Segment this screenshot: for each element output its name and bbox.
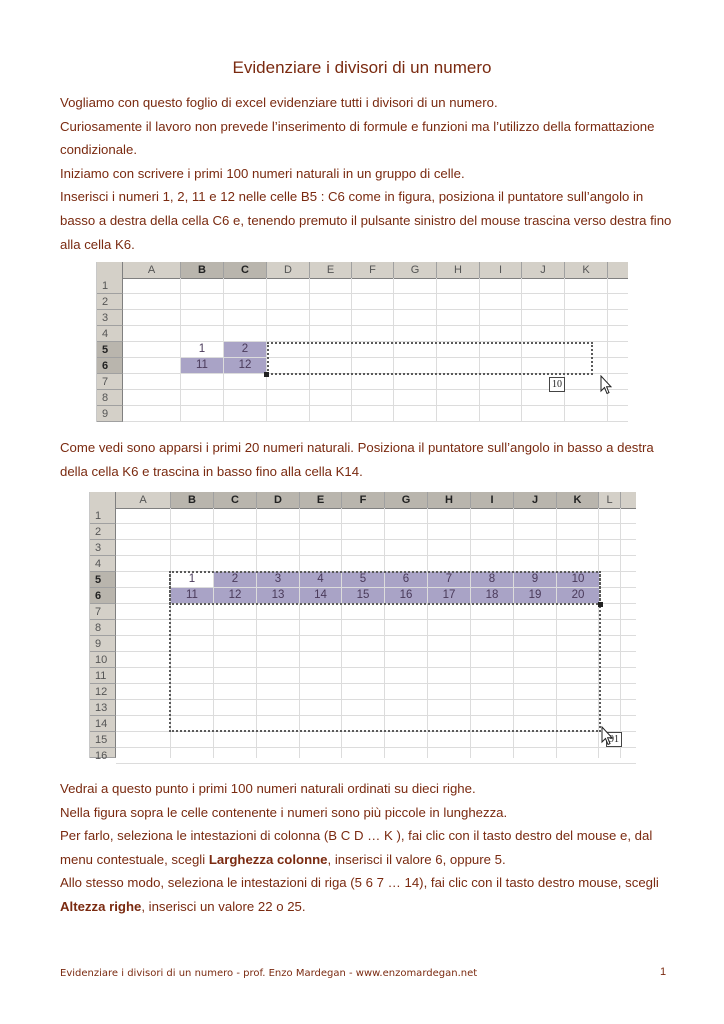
cell-k6[interactable]: 20 — [557, 588, 599, 603]
row-header-9[interactable]: 9 — [97, 406, 123, 422]
gridline — [116, 539, 636, 540]
column-header-d[interactable]: D — [267, 262, 310, 278]
cell-b5[interactable]: 1 — [188, 573, 196, 585]
fill-handle[interactable] — [264, 372, 269, 377]
closing-line-4-end: , inserisci un valore 22 o 25. — [141, 898, 306, 914]
row-header-11[interactable]: 11 — [90, 668, 116, 684]
column-header-i[interactable]: I — [471, 492, 514, 508]
intro-line-1: Vogliamo con questo foglio di excel evidenziare tutti i divisori di un numero. — [60, 95, 498, 110]
closing-line-3 — [60, 824, 675, 871]
cell-c5[interactable]: 2 — [214, 572, 256, 587]
row-header-7[interactable]: 7 — [97, 374, 123, 390]
column-header-k[interactable]: K — [557, 492, 599, 508]
row-height-term: Altezza righe — [60, 898, 142, 914]
row-header-4[interactable]: 4 — [97, 326, 123, 342]
closing-paragraph — [60, 777, 675, 919]
row-header-13[interactable]: 13 — [90, 700, 116, 716]
closing-line-4-text: Allo stesso modo, seleziona le intestazioni di riga (5 6 7 … 14), fai clic con il tasto destro mouse, scegli — [60, 875, 659, 891]
row-header-14[interactable]: 14 — [90, 716, 116, 732]
row-header-6[interactable]: 6 — [97, 358, 123, 374]
column-header-j[interactable]: J — [514, 492, 557, 508]
cell-b5[interactable]: 1 — [198, 343, 206, 355]
gridline — [123, 421, 628, 422]
cell-h5[interactable]: 7 — [428, 572, 470, 587]
row-header-10[interactable]: 10 — [90, 652, 116, 668]
cell-i5[interactable]: 8 — [471, 572, 513, 587]
cell-h6[interactable]: 17 — [428, 588, 470, 603]
closing-line-1: Vedrai a questo punto i primi 100 numeri naturali ordinati su dieci righe. — [60, 781, 476, 796]
document-title: Evidenziare i divisori di un numero — [232, 58, 492, 77]
column-header-h[interactable]: H — [437, 262, 480, 278]
row-header-5[interactable]: 5 — [97, 342, 123, 358]
cell-d6[interactable]: 13 — [257, 588, 299, 603]
cell-c6[interactable]: 12 — [214, 588, 256, 603]
column-header-g[interactable]: G — [385, 492, 428, 508]
intro-paragraph — [60, 91, 675, 256]
row-header-7[interactable]: 7 — [90, 604, 116, 620]
closing-line-3-end: , inserisci il valore 6, oppure 5. — [327, 851, 506, 867]
gridline — [116, 523, 636, 524]
gridline — [607, 278, 608, 422]
closing-line-3-text: Per farlo, seleziona le intestazioni di colonna (B C D … K ), fai clic con il tasto destro del mouse e, dal menu contestuale, scegli — [60, 828, 653, 867]
cell-e6[interactable]: 14 — [300, 588, 341, 603]
gridline — [116, 763, 636, 764]
gridline — [123, 325, 628, 326]
row-header-12[interactable]: 12 — [90, 684, 116, 700]
column-header-f[interactable]: F — [352, 262, 394, 278]
row-header-2[interactable]: 2 — [90, 524, 116, 540]
gridline — [116, 555, 636, 556]
fill-handle[interactable] — [598, 602, 603, 607]
page-footer: Evidenziare i divisori di un numero - prof. Enzo Mardegan - www.enzomardegan.net — [60, 968, 478, 979]
column-header-e[interactable]: E — [300, 492, 342, 508]
row-header-16[interactable]: 16 — [90, 748, 116, 758]
row-header-3[interactable]: 3 — [90, 540, 116, 556]
select-all-corner[interactable] — [97, 262, 123, 278]
row-header-1[interactable]: 1 — [97, 278, 123, 294]
column-header-l[interactable]: L — [599, 492, 621, 508]
column-header-k[interactable]: K — [565, 262, 608, 278]
middle-paragraph — [60, 436, 675, 483]
column-header-a[interactable]: A — [116, 492, 171, 508]
source-range-outline — [169, 571, 601, 605]
row-header-8[interactable]: 8 — [90, 620, 116, 636]
row-header-2[interactable]: 2 — [97, 294, 123, 310]
cell-f5[interactable]: 5 — [342, 572, 384, 587]
column-header-f[interactable]: F — [342, 492, 385, 508]
cell-c6[interactable]: 12 — [224, 358, 266, 373]
column-header-d[interactable]: D — [257, 492, 300, 508]
column-header-b[interactable]: B — [181, 262, 224, 278]
cell-k5[interactable]: 10 — [557, 572, 599, 587]
mouse-pointer-icon — [601, 726, 613, 751]
row-header-4[interactable]: 4 — [90, 556, 116, 572]
middle-text: Come vedi sono apparsi i primi 20 numeri naturali. Posiziona il puntatore sull’angolo in basso a destra della cella K6 e trascina in basso fino alla cella K14. — [60, 440, 654, 479]
cell-c5[interactable]: 2 — [224, 342, 266, 357]
cell-f6[interactable]: 15 — [342, 588, 384, 603]
fill-tooltip: 10 — [549, 377, 565, 392]
fill-tooltip: 91 — [606, 732, 622, 747]
column-header-c[interactable]: C — [214, 492, 257, 508]
select-all-corner[interactable] — [90, 492, 116, 508]
cell-i6[interactable]: 18 — [471, 588, 513, 603]
cell-g6[interactable]: 16 — [385, 588, 427, 603]
column-header-i[interactable]: I — [480, 262, 522, 278]
column-width-term: Larghezza colonne — [208, 851, 328, 867]
column-header-b[interactable]: B — [171, 492, 214, 508]
cell-b6[interactable]: 11 — [181, 358, 223, 373]
row-header-1[interactable]: 1 — [90, 508, 116, 524]
row-header-3[interactable]: 3 — [97, 310, 123, 326]
intro-line-3: Iniziamo con scrivere i primi 100 numeri naturali in un gruppo di celle. — [60, 165, 465, 181]
gridline — [123, 405, 628, 406]
intro-line-4: Inserisci i numeri 1, 2, 11 e 12 nelle celle B5 : C6 come in figura, posiziona il puntatore sull’angolo in basso a destra della cella C6 e, tenendo premuto il pulsante sinistro del mouse trascina verso destra fino alla cella K6. — [60, 189, 672, 252]
fill-range-outline — [267, 342, 593, 375]
cell-e5[interactable]: 4 — [300, 572, 341, 587]
row-header-8[interactable]: 8 — [97, 390, 123, 406]
gridline — [620, 508, 621, 758]
cell-j6[interactable]: 19 — [514, 588, 556, 603]
mouse-pointer-icon — [600, 375, 612, 400]
row-header-6[interactable]: 6 — [90, 588, 116, 604]
row-header-5[interactable]: 5 — [90, 572, 116, 588]
row-header-9[interactable]: 9 — [90, 636, 116, 652]
gridline — [123, 309, 628, 310]
column-header-e[interactable]: E — [310, 262, 352, 278]
column-header-a[interactable]: A — [123, 262, 181, 278]
row-header-15[interactable]: 15 — [90, 732, 116, 748]
cell-d5[interactable]: 3 — [257, 572, 299, 587]
cell-b6[interactable]: 11 — [171, 588, 213, 603]
spreadsheet-figure-1 — [96, 262, 628, 422]
intro-line-2: Curiosamente il lavoro non prevede l’inserimento di formule e funzioni ma l’utilizzo della formattazione condizionale. — [60, 118, 655, 158]
column-header-j[interactable]: J — [522, 262, 565, 278]
gridline — [123, 293, 628, 294]
closing-line-2: Nella figura sopra le celle contenente i numeri sono più piccole in lunghezza. — [60, 804, 508, 820]
spreadsheet-figure-2 — [89, 492, 636, 762]
cell-g5[interactable]: 6 — [385, 572, 427, 587]
closing-line-4 — [60, 871, 675, 918]
gridline — [116, 747, 636, 748]
cell-j5[interactable]: 9 — [514, 572, 556, 587]
column-header-g[interactable]: G — [394, 262, 437, 278]
column-header-h[interactable]: H — [428, 492, 471, 508]
column-header-c[interactable]: C — [224, 262, 267, 278]
page-number: 1 — [660, 966, 667, 978]
